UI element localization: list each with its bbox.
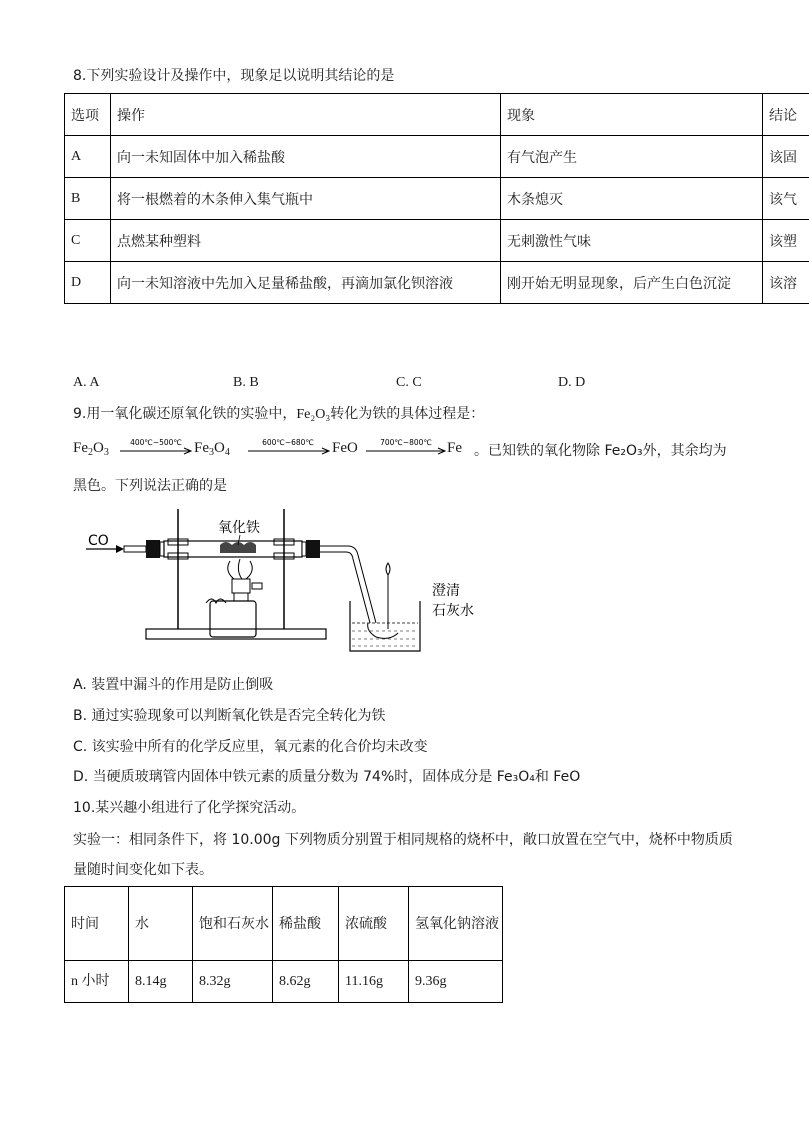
row-conclusion: 该塑 bbox=[763, 220, 809, 262]
q9-stem bbox=[73, 404, 484, 425]
header-conclusion: 结论 bbox=[763, 94, 809, 136]
cell-conc-h2so4: 11.16g bbox=[339, 961, 409, 1003]
q9-option-d: D. 当硬质玻璃管内固体中铁元素的质量分数为 74%时，固体成分是 Fe₃O₄和 FeO bbox=[73, 769, 581, 785]
lamp-flame bbox=[228, 559, 253, 579]
apparatus-diagram bbox=[80, 505, 500, 660]
q8-choice-d: D. D bbox=[558, 375, 586, 390]
q9-equation bbox=[73, 440, 109, 458]
funnel bbox=[368, 623, 398, 638]
q8-stem: 8.下列实验设计及操作中，现象足以说明其结论的是 bbox=[73, 68, 395, 84]
table-header-row bbox=[65, 887, 503, 961]
header-phenomenon: 现象 bbox=[501, 94, 763, 136]
header-limewater: 饱和石灰水 bbox=[193, 887, 273, 961]
header-option: 选项 bbox=[65, 94, 111, 136]
header-dilute-hcl: 稀盐酸 bbox=[273, 887, 339, 961]
row-option: C bbox=[65, 220, 111, 262]
condition-2: 600℃~680℃ bbox=[262, 438, 314, 447]
q9-stem-formula: Fe₂O₃ bbox=[296, 407, 331, 422]
header-naoh: 氢氧化钠溶液 bbox=[409, 887, 503, 961]
q9-after-equation: 。已知铁的氧化物除 Fe₂O₃外，其余均为 bbox=[474, 443, 727, 459]
reaction-arrow-1 bbox=[118, 434, 194, 460]
q10-exp1-line2: 量随时间变化如下表。 bbox=[73, 862, 213, 878]
row-conclusion: 该气 bbox=[763, 178, 809, 220]
table-row bbox=[65, 178, 809, 220]
header-time: 时间 bbox=[65, 887, 129, 961]
header-water: 水 bbox=[129, 887, 193, 961]
formula-fe: Fe bbox=[447, 440, 462, 456]
cell-naoh: 9.36g bbox=[409, 961, 503, 1003]
row-option: D bbox=[65, 262, 111, 304]
row-phenomenon: 木条熄灭 bbox=[501, 178, 763, 220]
q8-choice-c: C. C bbox=[396, 375, 422, 390]
q9-stem-prefix: 9.用一氧化碳还原氧化铁的实验中， bbox=[73, 406, 297, 422]
q10-table bbox=[64, 886, 503, 1003]
reaction-arrow-2 bbox=[246, 434, 332, 460]
outlet-tube-top bbox=[320, 546, 376, 623]
formula-feo: FeO bbox=[332, 440, 358, 456]
condition-1: 400℃~500℃ bbox=[130, 438, 182, 447]
lamp-neck bbox=[234, 593, 248, 601]
table-row bbox=[65, 961, 503, 1003]
table-row bbox=[65, 262, 809, 304]
cell-time: n 小时 bbox=[65, 961, 129, 1003]
row-operation: 点燃某种塑料 bbox=[111, 220, 501, 262]
row-conclusion: 该固 bbox=[763, 136, 809, 178]
formula-fe2o3: $Fe_2O_3$ bbox=[73, 440, 109, 458]
tail-flame bbox=[386, 563, 390, 575]
q10-exp1-line1: 实验一：相同条件下，将 10.00g 下列物质分别置于相同规格的烧杯中，敞口放置在空气中，烧杯中物质质 bbox=[73, 832, 733, 848]
row-option: A bbox=[65, 136, 111, 178]
lamp-body bbox=[210, 601, 256, 637]
row-operation: 将一根燃着的木条伸入集气瓶中 bbox=[111, 178, 501, 220]
formula-fe3o4: $Fe_3O_4$ bbox=[194, 440, 230, 458]
row-phenomenon: 刚开始无明显现象，后产生白色沉淀 bbox=[501, 262, 763, 304]
limewater-label-2: 石灰水 bbox=[432, 603, 474, 619]
q9-stem-suffix: 转化为铁的具体过程是： bbox=[330, 406, 485, 422]
lamp-head bbox=[232, 579, 250, 593]
row-phenomenon: 有气泡产生 bbox=[501, 136, 763, 178]
limewater-label-1: 澄清 bbox=[432, 583, 460, 599]
cell-dilute-hcl: 8.62g bbox=[273, 961, 339, 1003]
right-stopper-ring bbox=[302, 542, 306, 556]
q9-option-c: C. 该实验中所有的化学反应里，氧元素的化合价均未改变 bbox=[73, 739, 428, 755]
condition-3: 700℃~800℃ bbox=[380, 438, 432, 447]
left-stopper bbox=[146, 540, 160, 558]
row-option: B bbox=[65, 178, 111, 220]
q9-option-a: A. 装置中漏斗的作用是防止倒吸 bbox=[73, 677, 274, 693]
header-operation: 操作 bbox=[111, 94, 501, 136]
q8-table bbox=[64, 93, 809, 304]
lamp-knob bbox=[252, 583, 262, 589]
inlet-tube bbox=[124, 546, 146, 552]
row-operation: 向一未知固体中加入稀盐酸 bbox=[111, 136, 501, 178]
beaker bbox=[350, 601, 420, 651]
table-header-row bbox=[65, 94, 809, 136]
q9-stem-line2: 黑色。下列说法正确的是 bbox=[73, 478, 227, 494]
reaction-arrow-3 bbox=[364, 434, 448, 460]
cell-water: 8.14g bbox=[129, 961, 193, 1003]
outlet-tube-bottom bbox=[320, 552, 370, 623]
right-stopper bbox=[306, 540, 320, 558]
row-operation: 向一未知溶液中先加入足量稀盐酸，再滴加氯化钡溶液 bbox=[111, 262, 501, 304]
row-conclusion: 该溶 bbox=[763, 262, 809, 304]
q8-choice-b: B. B bbox=[233, 375, 259, 390]
q9-option-b: B. 通过实验现象可以判断氧化铁是否完全转化为铁 bbox=[73, 708, 386, 724]
left-stopper-ring bbox=[160, 542, 164, 556]
row-phenomenon: 无刺激性气味 bbox=[501, 220, 763, 262]
q8-choice-a: A. A bbox=[73, 375, 100, 390]
q10-stem: 10.某兴趣小组进行了化学探究活动。 bbox=[73, 800, 306, 816]
oxide-label: 氧化铁 bbox=[218, 520, 260, 536]
arrow-head bbox=[116, 545, 124, 553]
cell-limewater: 8.32g bbox=[193, 961, 273, 1003]
header-conc-h2so4: 浓硫酸 bbox=[339, 887, 409, 961]
co-label: CO bbox=[88, 533, 109, 549]
table-row bbox=[65, 220, 809, 262]
table-row bbox=[65, 136, 809, 178]
